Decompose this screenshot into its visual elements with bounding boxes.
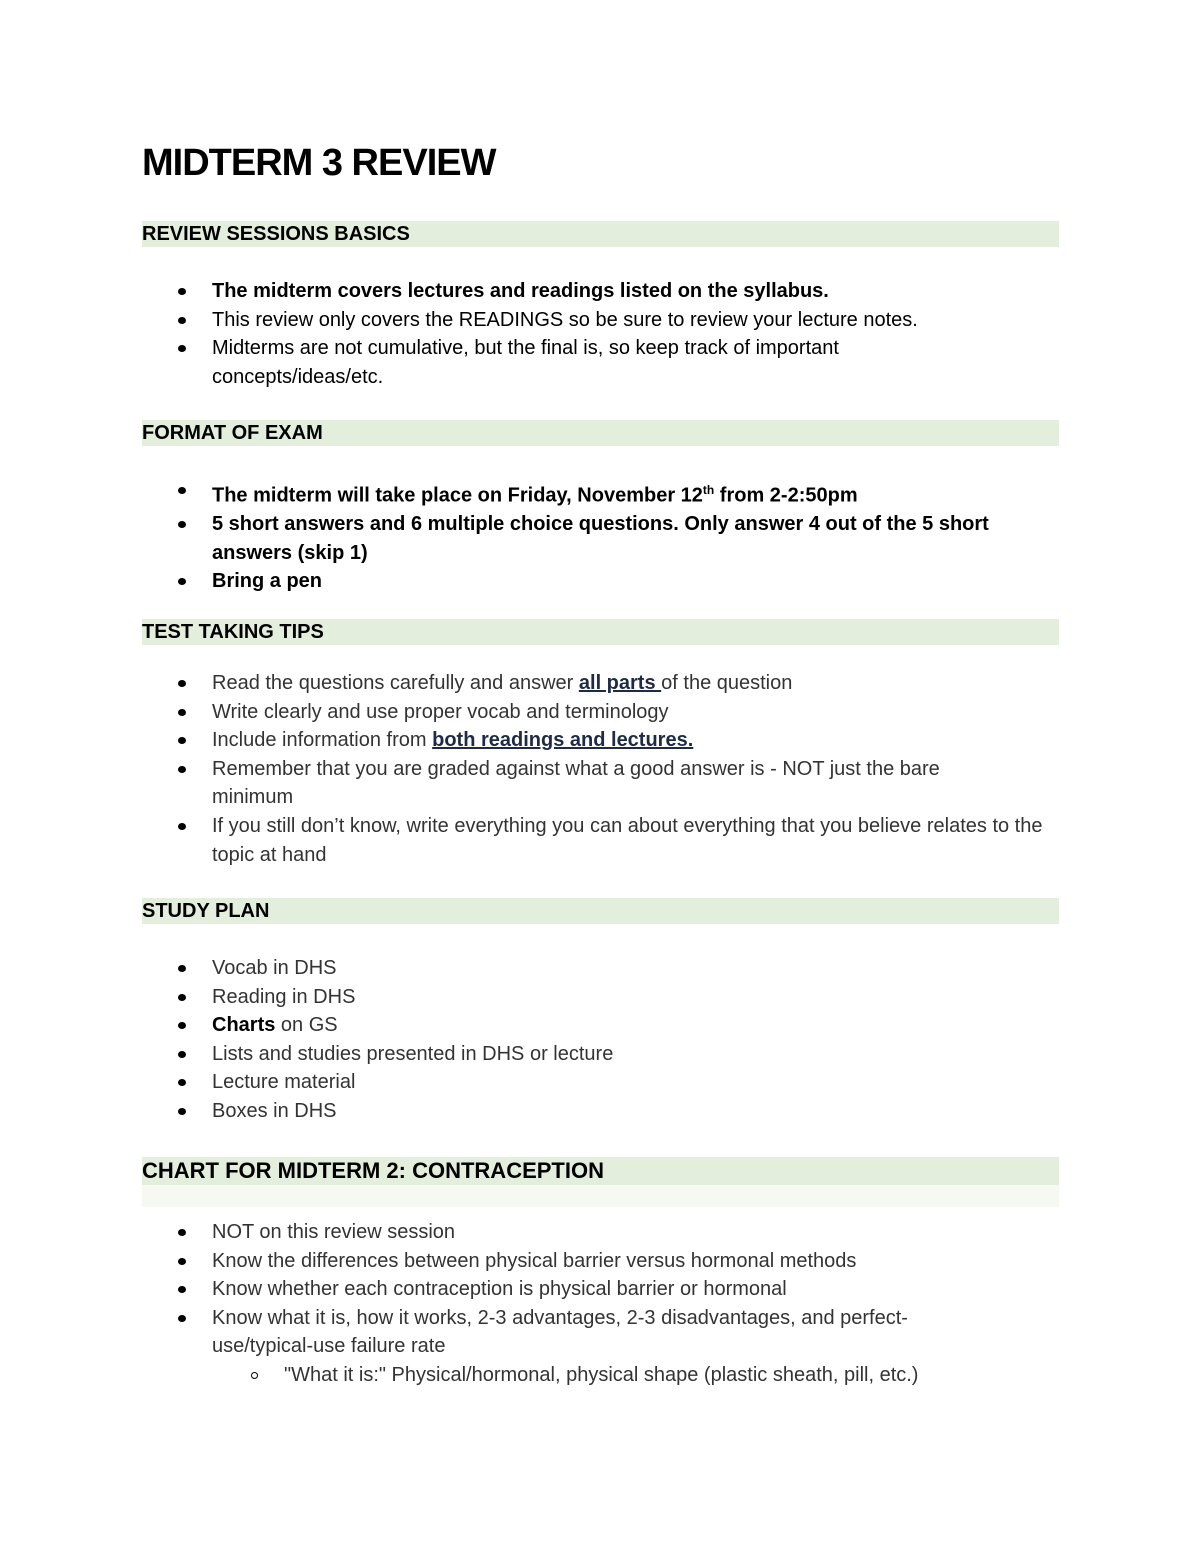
tip-text: Read the questions carefully and answer bbox=[212, 672, 579, 694]
chart-list bbox=[142, 1218, 1059, 1390]
list-item: Midterms are not cumulative, but the final is, so keep track of important concepts/ideas/etc. bbox=[142, 334, 1059, 391]
section-heading-format: FORMAT OF EXAM bbox=[142, 420, 1059, 446]
section-heading-basics: REVIEW SESSIONS BASICS bbox=[142, 221, 1059, 247]
list-item: Lists and studies presented in DHS or lecture bbox=[142, 1040, 1059, 1069]
list-item: Bring a pen bbox=[142, 567, 1059, 596]
section-heading-study: STUDY PLAN bbox=[142, 898, 1059, 924]
list-item: Boxes in DHS bbox=[142, 1097, 1059, 1126]
list-item: Reading in DHS bbox=[142, 983, 1059, 1012]
list-item: 5 short answers and 6 multiple choice questions. Only answer 4 out of the 5 short answers (skip 1) bbox=[142, 510, 1059, 567]
list-item: Know the differences between physical barrier versus hormonal methods bbox=[142, 1247, 1059, 1276]
all-parts-link[interactable]: all parts bbox=[578, 672, 662, 694]
list-item bbox=[142, 726, 1059, 755]
exam-time-text: from 2-2:50pm bbox=[714, 484, 858, 507]
list-item bbox=[142, 476, 1059, 510]
sub-list-item: "What it is:" Physical/hormonal, physical shape (plastic sheath, pill, etc.) bbox=[142, 1361, 1059, 1390]
list-item: Lecture material bbox=[142, 1068, 1059, 1097]
list-item: Know whether each contraception is physical barrier or hormonal bbox=[142, 1275, 1059, 1304]
section-heading-tips: TEST TAKING TIPS bbox=[142, 619, 1059, 645]
study-list bbox=[142, 954, 1059, 1126]
page-title: MIDTERM 3 REVIEW bbox=[142, 142, 496, 184]
tip-text: Include information from bbox=[212, 729, 433, 752]
list-item bbox=[142, 1011, 1059, 1040]
list-item: Write clearly and use proper vocab and terminology bbox=[142, 698, 1059, 727]
format-list bbox=[142, 476, 1059, 596]
list-item: This review only covers the READINGS so be sure to review your lecture notes. bbox=[142, 306, 1059, 335]
charts-bold: Charts bbox=[212, 1014, 276, 1037]
both-readings-link[interactable]: both readings and lectures. bbox=[432, 729, 694, 752]
list-item: Vocab in DHS bbox=[142, 954, 1059, 983]
list-item: The midterm covers lectures and readings listed on the syllabus. bbox=[142, 277, 1059, 306]
tip-text: of the question bbox=[661, 672, 793, 694]
date-suffix: th bbox=[702, 483, 715, 497]
list-item bbox=[142, 669, 1059, 698]
list-item: Know what it is, how it works, 2-3 advantages, 2-3 disadvantages, and perfect-use/typical-use failure rate bbox=[142, 1304, 1059, 1361]
list-item: NOT on this review session bbox=[142, 1218, 1059, 1247]
tips-list bbox=[142, 669, 1059, 869]
exam-date-text: The midterm will take place on Friday, November 12 bbox=[212, 484, 703, 507]
study-text: on GS bbox=[275, 1014, 338, 1037]
list-item: If you still don’t know, write everything you can about everything that you believe relates to the topic at hand bbox=[142, 812, 1059, 869]
section-heading-chart: CHART FOR MIDTERM 2: CONTRACEPTION bbox=[142, 1157, 1059, 1185]
header-divider bbox=[142, 1185, 1059, 1207]
basics-list bbox=[142, 277, 1059, 391]
list-item: Remember that you are graded against what a good answer is - NOT just the bare minimum bbox=[142, 755, 1059, 812]
